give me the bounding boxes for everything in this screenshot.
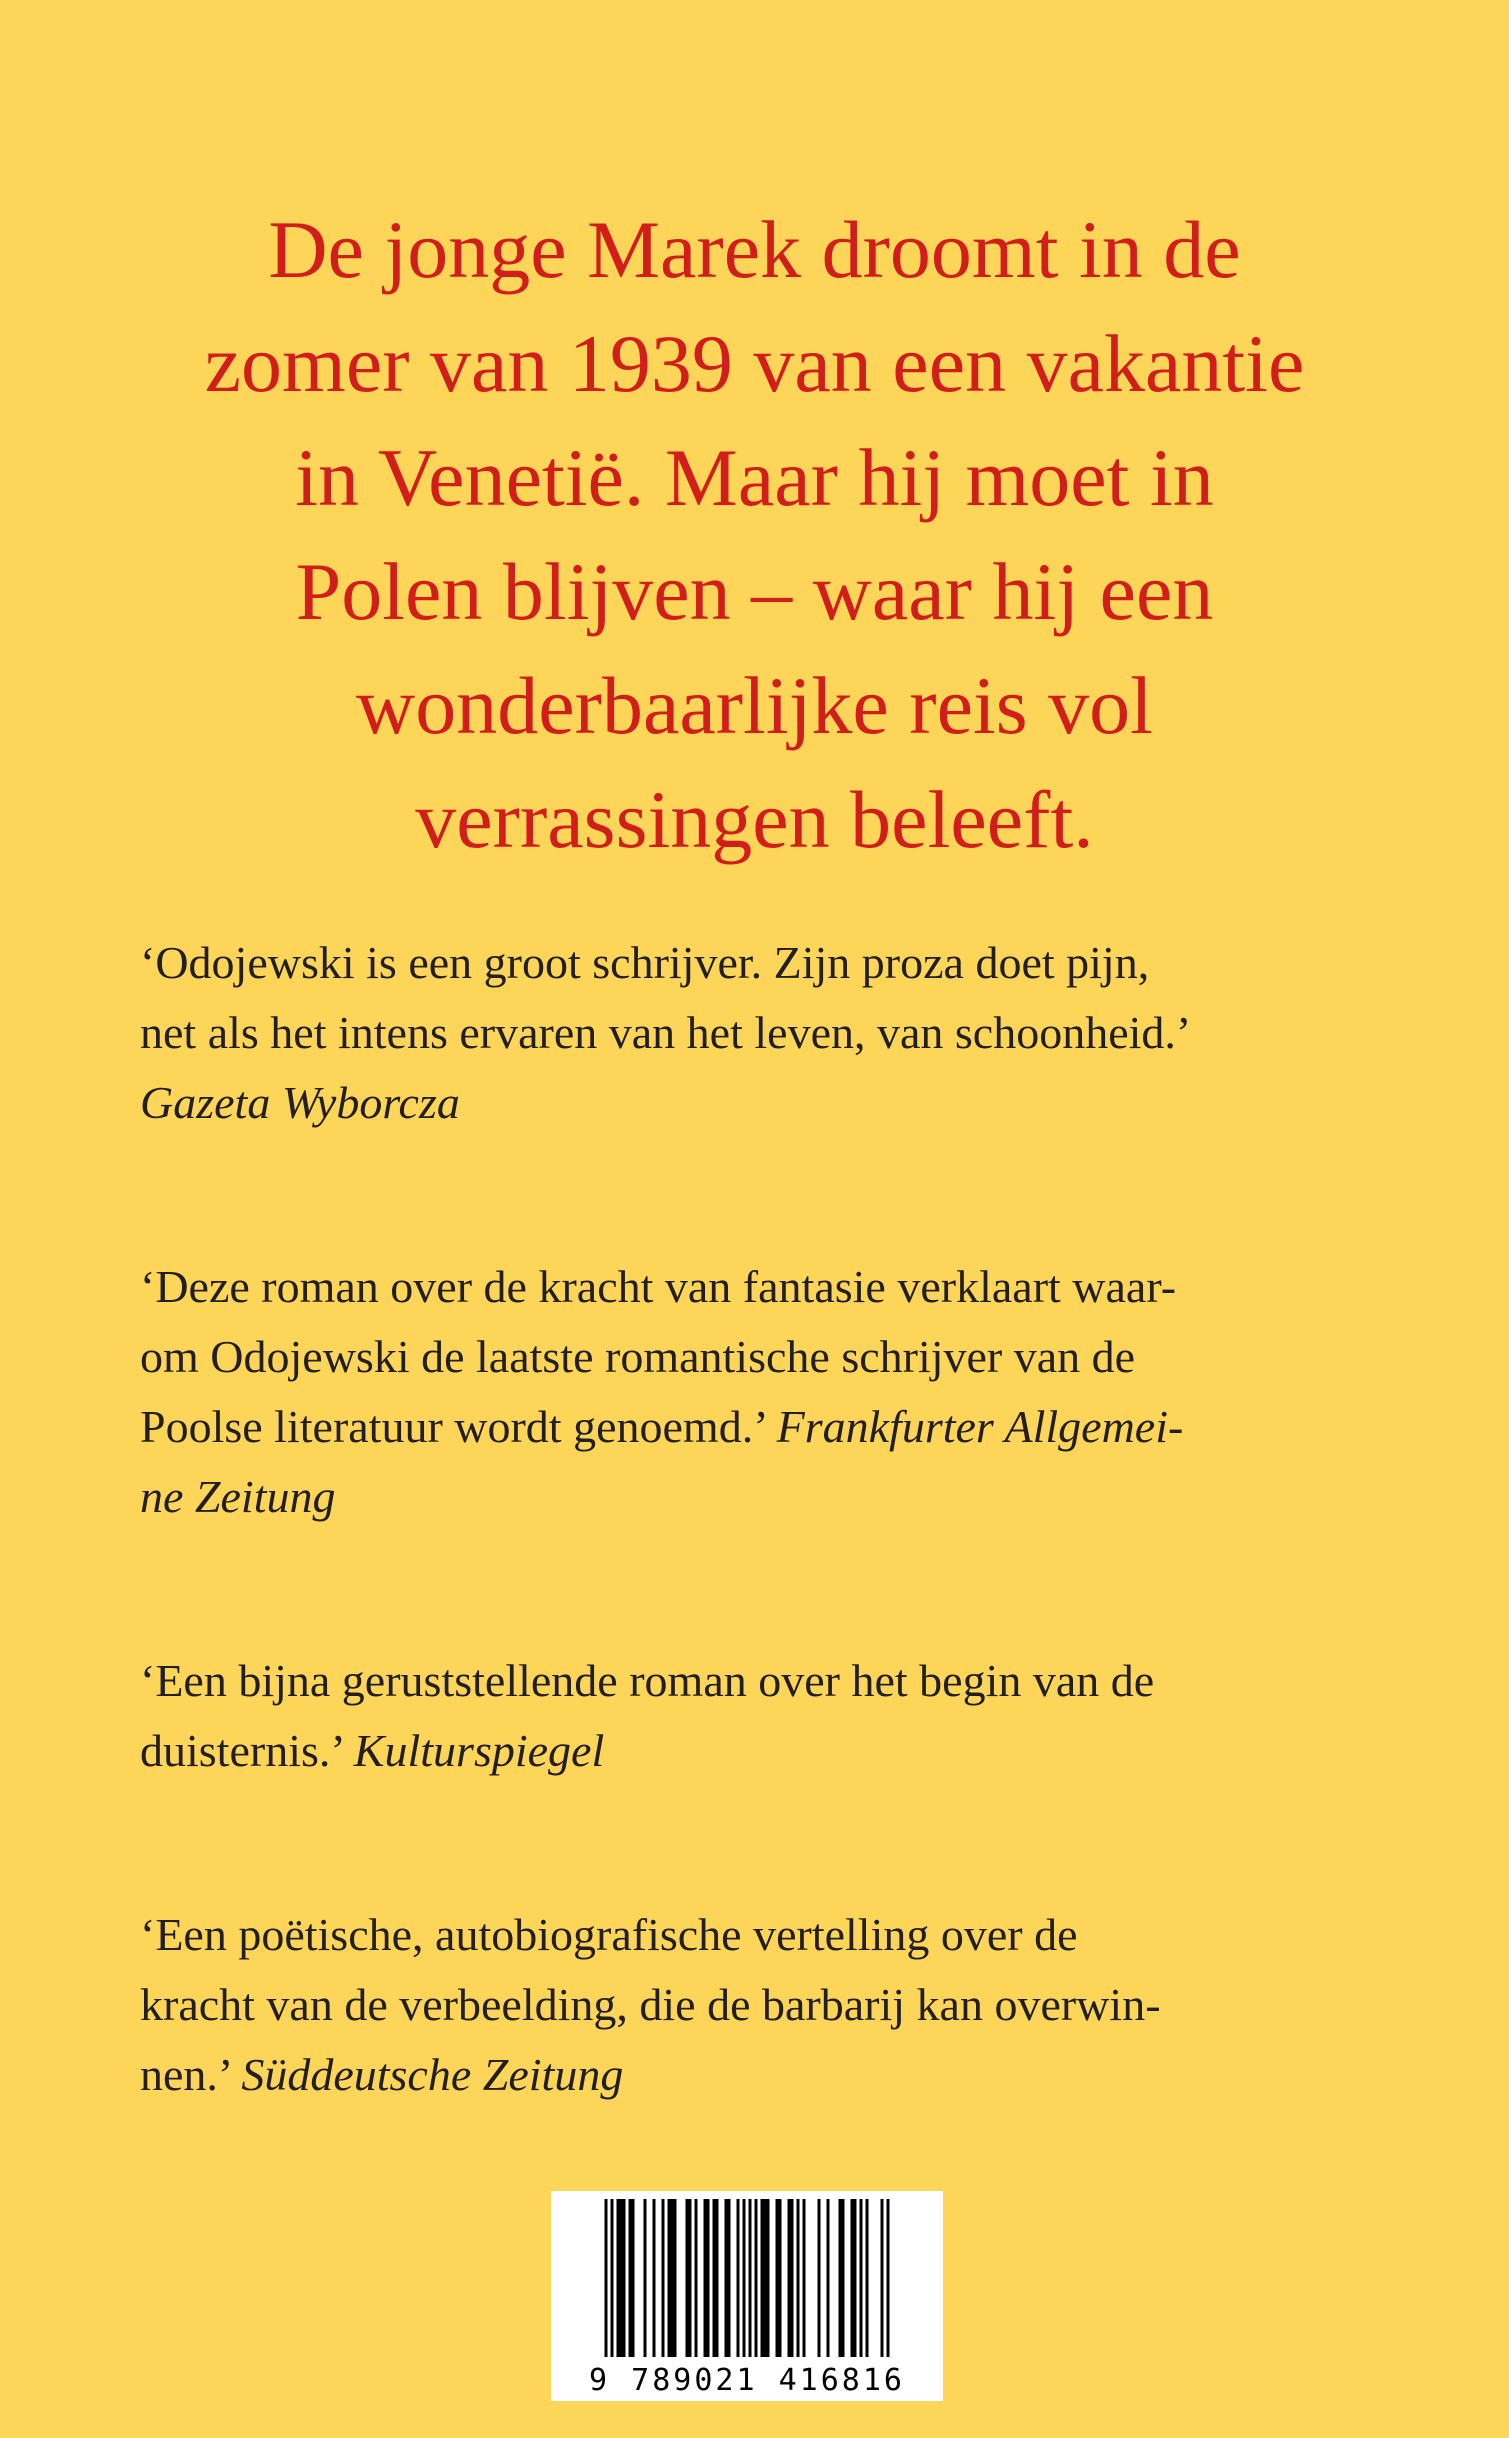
barcode-bar: [704, 2199, 710, 2357]
quote-line: net als het intens ervaren van het leven, van schoonheid.’: [140, 1007, 1192, 1058]
quote-line-with-source: [140, 2040, 1380, 2110]
barcode-bar: [686, 2199, 692, 2357]
barcode-bar: [644, 2199, 647, 2357]
quote-source: Süddeutsche Zeitung: [241, 2049, 624, 2100]
quote-line: kracht van de verbeelding, die de barbarij kan overwin-: [140, 1979, 1161, 2030]
quote-line: ‘Een bijna geruststellende roman over het begin van de: [140, 1655, 1155, 1706]
barcode-bar: [761, 2199, 770, 2357]
review-quote: [140, 1646, 1380, 1786]
barcode-bar: [629, 2199, 635, 2357]
barcode-bar: [749, 2199, 752, 2357]
blurb-line: verrassingen beleeft.: [415, 774, 1094, 865]
quote-line: Poolse literatuur wordt genoemd.’: [140, 1401, 777, 1452]
barcode-bar: [887, 2199, 890, 2357]
barcode-bar: [743, 2199, 746, 2357]
blurb-line: De jonge Marek droomt in de: [268, 204, 1241, 295]
blurb-line: Polen blijven – waar hij een: [295, 546, 1214, 637]
cover-blurb: [80, 193, 1429, 877]
quote-line: om Odojewski de laatste romantische schrijver van de: [140, 1331, 1136, 1382]
quote-source: ne Zeitung: [140, 1471, 336, 1522]
quote-line: ‘Een poëtische, autobiografische vertelling over de: [140, 1909, 1078, 1960]
quote-line-with-source: [140, 1392, 1380, 1462]
review-quote: [140, 1900, 1380, 2110]
barcode-bar: [803, 2199, 806, 2357]
blurb-line: in Venetië. Maar hij moet in: [295, 432, 1214, 523]
barcode-bar: [713, 2199, 719, 2357]
review-quote: [140, 928, 1380, 1138]
blurb-line: zomer van 1939 van een vakantie: [204, 318, 1305, 409]
blurb-line: wonderbaarlijke reis vol: [356, 660, 1153, 751]
barcode-bar: [788, 2199, 794, 2357]
barcode-bar: [851, 2199, 857, 2357]
barcode-bar: [818, 2199, 821, 2357]
review-quote: [140, 1252, 1380, 1532]
barcode-bar: [839, 2199, 845, 2357]
barcode-bar: [797, 2199, 800, 2357]
barcode-bar: [611, 2199, 614, 2357]
barcode-bar: [827, 2199, 830, 2357]
barcode-bar: [662, 2199, 665, 2357]
isbn-barcode: [551, 2191, 943, 2401]
barcode-bar: [776, 2199, 782, 2357]
barcode-bar: [668, 2199, 677, 2357]
barcode-bar: [881, 2199, 884, 2357]
quote-line: ‘Odojewski is een groot schrijver. Zijn proza doet pijn,: [140, 937, 1150, 988]
quote-source: Kulturspiegel: [353, 1725, 605, 1776]
barcode-bar: [695, 2199, 698, 2357]
quote-line: nen.’: [140, 2049, 242, 2100]
quote-line: ‘Deze roman over de kracht van fantasie verklaart waar-: [140, 1261, 1177, 1312]
barcode-bar: [725, 2199, 731, 2357]
barcode-bar: [737, 2199, 740, 2357]
review-quotes: [140, 928, 1380, 2224]
barcode-bar: [617, 2199, 626, 2357]
barcode-bar: [860, 2199, 863, 2357]
barcode-bars: [551, 2191, 943, 2359]
quote-source: Gazeta Wyborcza: [140, 1077, 460, 1128]
isbn-number: 9 789021 416816: [589, 2363, 905, 2398]
quote-line: duisternis.’: [140, 1725, 354, 1776]
barcode-bar: [755, 2199, 758, 2357]
quote-line-with-source: [140, 1716, 1380, 1786]
barcode-bar: [866, 2199, 869, 2357]
quote-source: Frankfurter Allgemei-: [776, 1401, 1184, 1452]
barcode-bar: [605, 2199, 608, 2357]
barcode-bar: [653, 2199, 656, 2357]
